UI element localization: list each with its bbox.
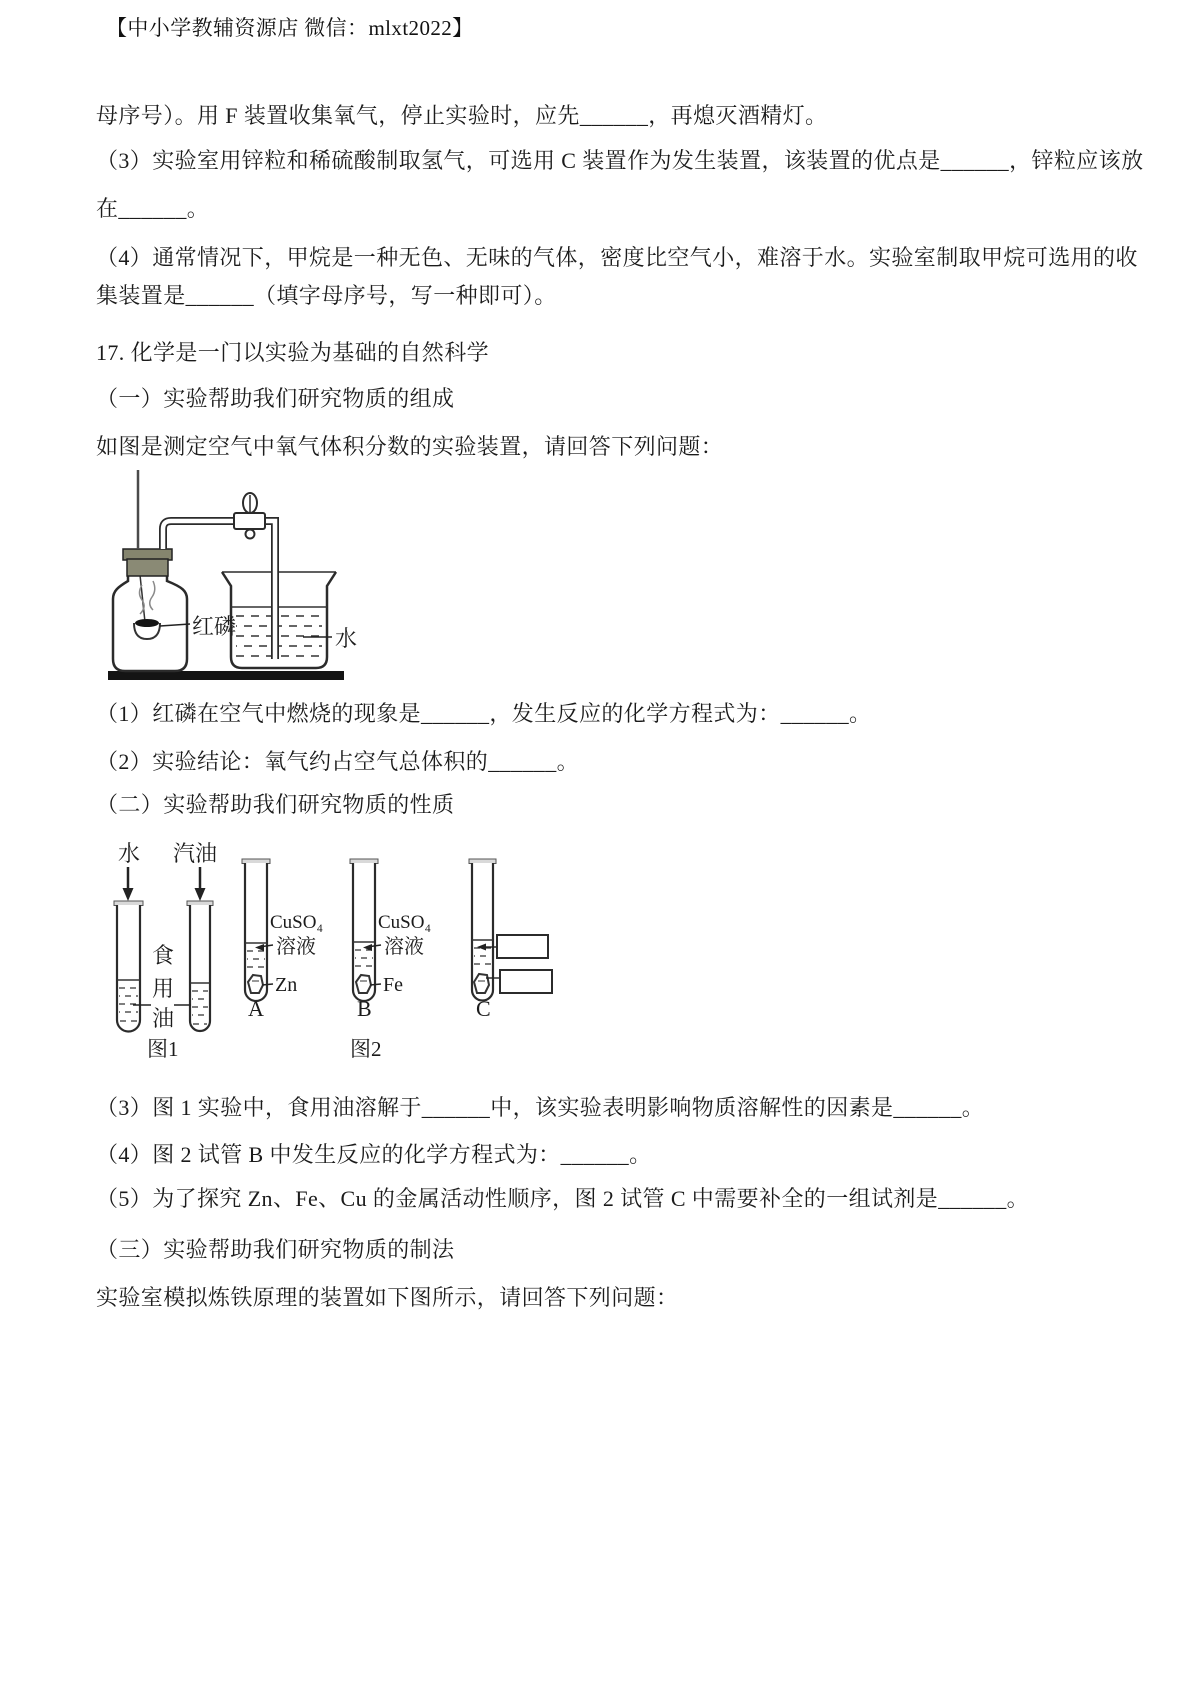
store-watermark: 【中小学教辅资源店 微信：mlxt2022】 xyxy=(106,16,474,40)
label-zn: Zn xyxy=(275,974,298,996)
stopper-body xyxy=(127,559,168,576)
iron-pointer xyxy=(370,984,381,985)
clamp-screw-icon xyxy=(246,530,255,539)
test-tube-gasoline xyxy=(190,905,210,1031)
label-fe: Fe xyxy=(383,974,403,996)
q17-item1: （1）红磷在空气中燃烧的现象是______，发生反应的化学方程式为：______。 xyxy=(96,701,872,726)
zinc-granule xyxy=(248,975,263,993)
iron-granule xyxy=(356,975,371,993)
label-red-phosphorus: 红磷 xyxy=(192,614,237,639)
q17-item3: （3）图 1 实验中，食用油溶解于______中，该实验表明影响物质溶解性的因素是______。 xyxy=(96,1095,985,1120)
q17-part3-intro: 实验室模拟炼铁原理的装置如下图所示，请回答下列问题： xyxy=(96,1285,679,1310)
red-phosphorus-sample xyxy=(135,619,159,627)
q17-item2: （2）实验结论：氧气约占空气总体积的______。 xyxy=(96,749,580,774)
zinc-pointer xyxy=(262,984,273,985)
tube-rim xyxy=(242,859,270,864)
tube-rim xyxy=(187,901,213,906)
q17-item4: （4）图 2 试管 B 中发生反应的化学方程式为：______。 xyxy=(96,1142,652,1167)
arrow-down-icon xyxy=(195,867,206,901)
q17-title: 17. 化学是一门以实验为基础的自然科学 xyxy=(96,340,490,365)
q16-item3-line1: （3）实验室用锌粒和稀硫酸制取氢气，可选用 C 装置作为发生装置，该装置的优点是______，锌粒应该放 xyxy=(96,148,1144,173)
blank-reagent-box-2 xyxy=(500,970,552,993)
q16-item3-line2: 在______。 xyxy=(96,196,210,221)
label-gasoline-top: 汽油 xyxy=(173,841,218,866)
q17-part3-heading: （三）实验帮助我们研究物质的制法 xyxy=(96,1237,455,1262)
figure-solubility-and-metal-activity xyxy=(95,835,575,1065)
arrow-down-icon xyxy=(123,867,134,901)
pinch-clamp-icon xyxy=(234,513,265,529)
label-water-top: 水 xyxy=(118,841,141,866)
tube-rim xyxy=(350,859,378,864)
q17-part1-heading: （一）实验帮助我们研究物质的组成 xyxy=(96,386,455,411)
bench-base xyxy=(108,671,344,680)
label-cuso4-a: CuSO₄ xyxy=(270,912,324,933)
q17-part2-heading: （二）实验帮助我们研究物质的性质 xyxy=(96,792,455,817)
caption-fig2: 图2 xyxy=(350,1037,382,1061)
q16-item4-line1: （4）通常情况下，甲烷是一种无色、无味的气体，密度比空气小，难溶于水。实验室制取甲烷可选用的收 xyxy=(96,245,1138,270)
label-cooking-oil-3: 油 xyxy=(152,1006,175,1031)
figure-air-oxygen-experiment xyxy=(100,455,380,690)
label-tube-b: B xyxy=(357,996,372,1021)
label-cooking-oil-1: 食 xyxy=(152,943,175,968)
q16-item4-line2: 集装置是______（填字母序号，写一种即可）。 xyxy=(96,283,557,308)
tube-rim xyxy=(114,901,143,906)
label-solution-a: 溶液 xyxy=(276,936,316,958)
q17-part1-intro: 如图是测定空气中氧气体积分数的实验装置，请回答下列问题： xyxy=(96,434,724,459)
tube-rim xyxy=(469,859,496,864)
blank-reagent-box-1 xyxy=(497,935,548,958)
label-tube-a: A xyxy=(248,996,264,1021)
unknown-granule xyxy=(474,974,489,993)
label-tube-c: C xyxy=(476,996,491,1021)
label-water: 水 xyxy=(335,626,358,651)
caption-fig1: 图1 xyxy=(147,1037,179,1061)
q16-lead-line: 母序号）。用 F 装置收集氧气，停止实验时，应先______，再熄灭酒精灯。 xyxy=(96,103,828,128)
q17-item5: （5）为了探究 Zn、Fe、Cu 的金属活动性顺序，图 2 试管 C 中需要补全的一组试剂是______。 xyxy=(96,1186,1029,1211)
label-solution-b: 溶液 xyxy=(384,936,424,958)
label-cuso4-b: CuSO₄ xyxy=(378,912,432,933)
label-cooking-oil-2: 用 xyxy=(152,976,175,1001)
